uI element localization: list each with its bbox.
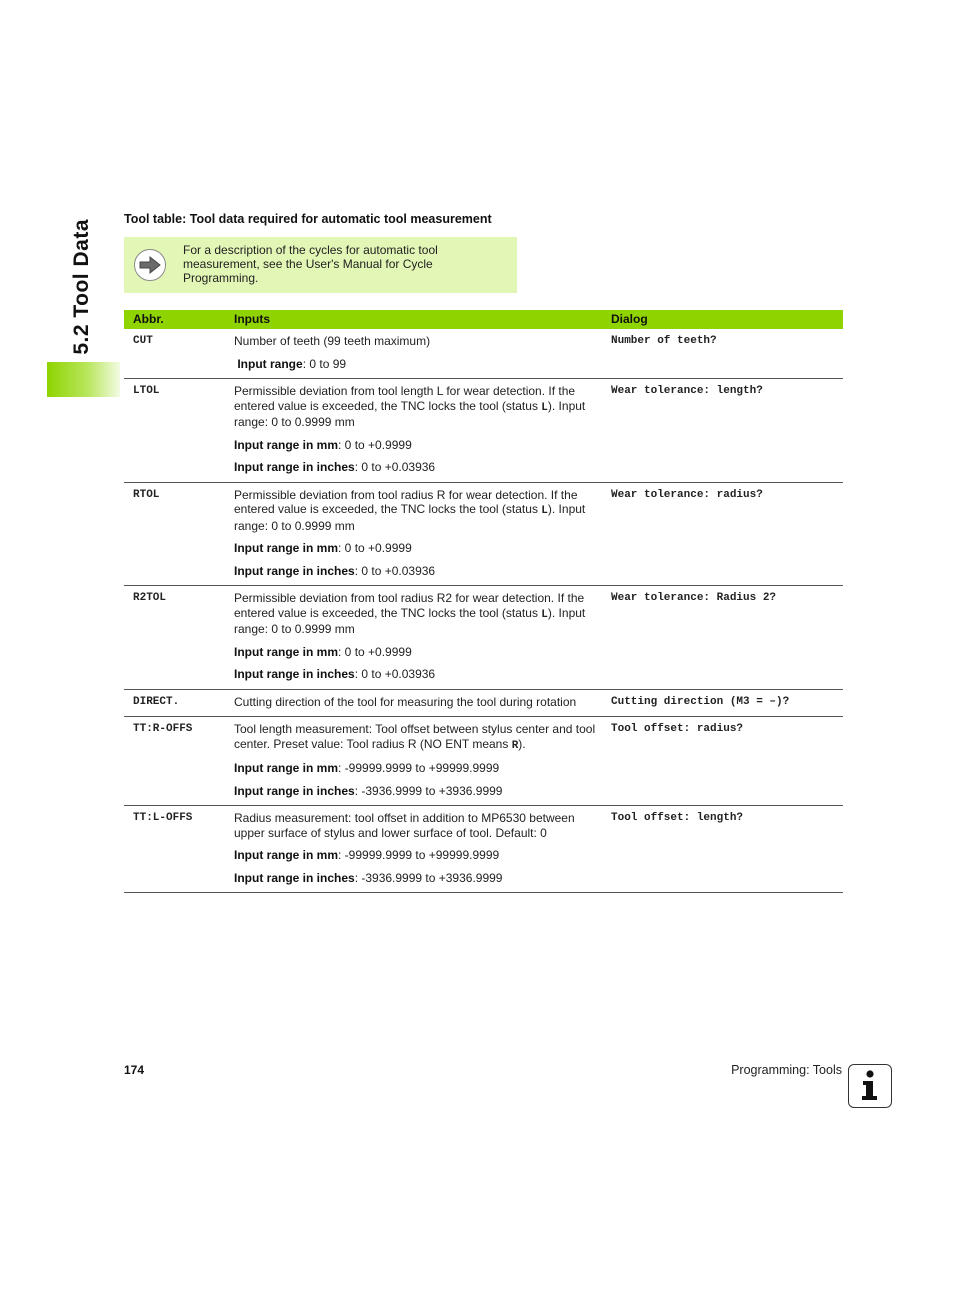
row-inputs: [225, 482, 611, 586]
row-abbr: R2TOL: [124, 586, 225, 690]
row-description: Cutting direction of the tool for measuring the tool during rotation: [234, 694, 577, 709]
row-abbr: TT:R-OFFS: [124, 717, 225, 806]
row-inputs: [225, 717, 611, 806]
input-range-inches: Input range in inches: 0 to +0.03936: [234, 667, 436, 681]
input-range: Input range: 0 to 99: [237, 356, 347, 371]
row-description: Tool length measurement: Tool offset between stylus center and tool center. Preset value: Tool radius R (NO ENT means R).: [234, 722, 596, 752]
page-number: 174: [124, 1063, 145, 1077]
section-heading: Tool table: Tool data required for automatic tool measurement: [124, 212, 492, 226]
info-icon: [848, 1064, 892, 1108]
row-inputs: [225, 379, 611, 483]
input-range-inches: Input range in inches: -3936.9999 to +3936.9999: [234, 870, 503, 885]
input-range-inches: Input range in inches: 0 to +0.03936: [234, 460, 436, 474]
header-inputs: Inputs: [225, 310, 611, 329]
row-dialog: Wear tolerance: length?: [611, 379, 843, 483]
input-range-mm: Input range in mm: 0 to +0.9999: [234, 437, 412, 452]
row-dialog: Wear tolerance: radius?: [611, 482, 843, 586]
table-row: [124, 586, 843, 690]
row-description: Radius measurement: tool offset in addition to MP6530 between upper surface of stylus and lower surface of tool. Default: 0: [234, 811, 575, 840]
table-row: [124, 806, 843, 893]
input-range-inches: Input range in inches: -3936.9999 to +3936.9999: [234, 783, 503, 798]
arrow-right-icon: [134, 249, 166, 281]
table-row: [124, 689, 843, 717]
row-inputs: [225, 689, 611, 717]
table-row: [124, 482, 843, 586]
row-dialog: Tool offset: radius?: [611, 717, 843, 806]
input-range-mm: Input range in mm: -99999.9999 to +99999.9999: [234, 848, 500, 862]
input-range-inches: Input range in inches: 0 to +0.03936: [234, 563, 436, 578]
row-dialog: Cutting direction (M3 = –)?: [611, 689, 843, 717]
row-dialog: Wear tolerance: Radius 2?: [611, 586, 843, 690]
row-description: Permissible deviation from tool radius R for wear detection. If the entered value is exceeded, the TNC locks the tool (status L). Input range: 0 to 0.9999 mm: [234, 487, 586, 533]
table-header-row: [124, 310, 843, 329]
row-abbr: DIRECT.: [124, 689, 225, 717]
row-dialog: Tool offset: length?: [611, 806, 843, 893]
input-range-mm: Input range in mm: 0 to +0.9999: [234, 541, 412, 555]
input-range-mm: Input range in mm: 0 to +0.9999: [234, 644, 412, 659]
table-row: [124, 717, 843, 806]
row-inputs: [225, 329, 611, 379]
row-description: Permissible deviation from tool length L for wear detection. If the entered value is exceeded, the TNC locks the tool (status L). Input range: 0 to 0.9999 mm: [234, 384, 586, 429]
note-box: [124, 237, 517, 293]
row-abbr: LTOL: [124, 379, 225, 483]
row-abbr: RTOL: [124, 482, 225, 586]
row-inputs: [225, 806, 611, 893]
row-inputs: [225, 586, 611, 690]
input-range-mm: Input range in mm: -99999.9999 to +99999.9999: [234, 761, 500, 775]
row-description: Number of teeth (99 teeth maximum): [234, 334, 431, 348]
side-tab-title: 5.2 Tool Data: [70, 219, 93, 355]
row-abbr: TT:L-OFFS: [124, 806, 225, 893]
row-abbr: CUT: [124, 329, 225, 379]
side-tab-bar: [47, 362, 120, 397]
header-dialog: Dialog: [611, 310, 843, 329]
tool-data-table: [124, 310, 843, 893]
row-description: Permissible deviation from tool radius R2 for wear detection. If the entered value is exceeded, the TNC locks the tool (status L). Input range: 0 to 0.9999 mm: [234, 591, 586, 636]
footer-title: Programming: Tools: [731, 1063, 842, 1077]
table-row: [124, 329, 843, 379]
header-abbr: Abbr.: [124, 310, 225, 329]
row-dialog: Number of teeth?: [611, 329, 843, 379]
note-text: For a description of the cycles for automatic tool measurement, see the User's Manual for Cycle Programming.: [183, 243, 438, 285]
table-row: [124, 379, 843, 483]
